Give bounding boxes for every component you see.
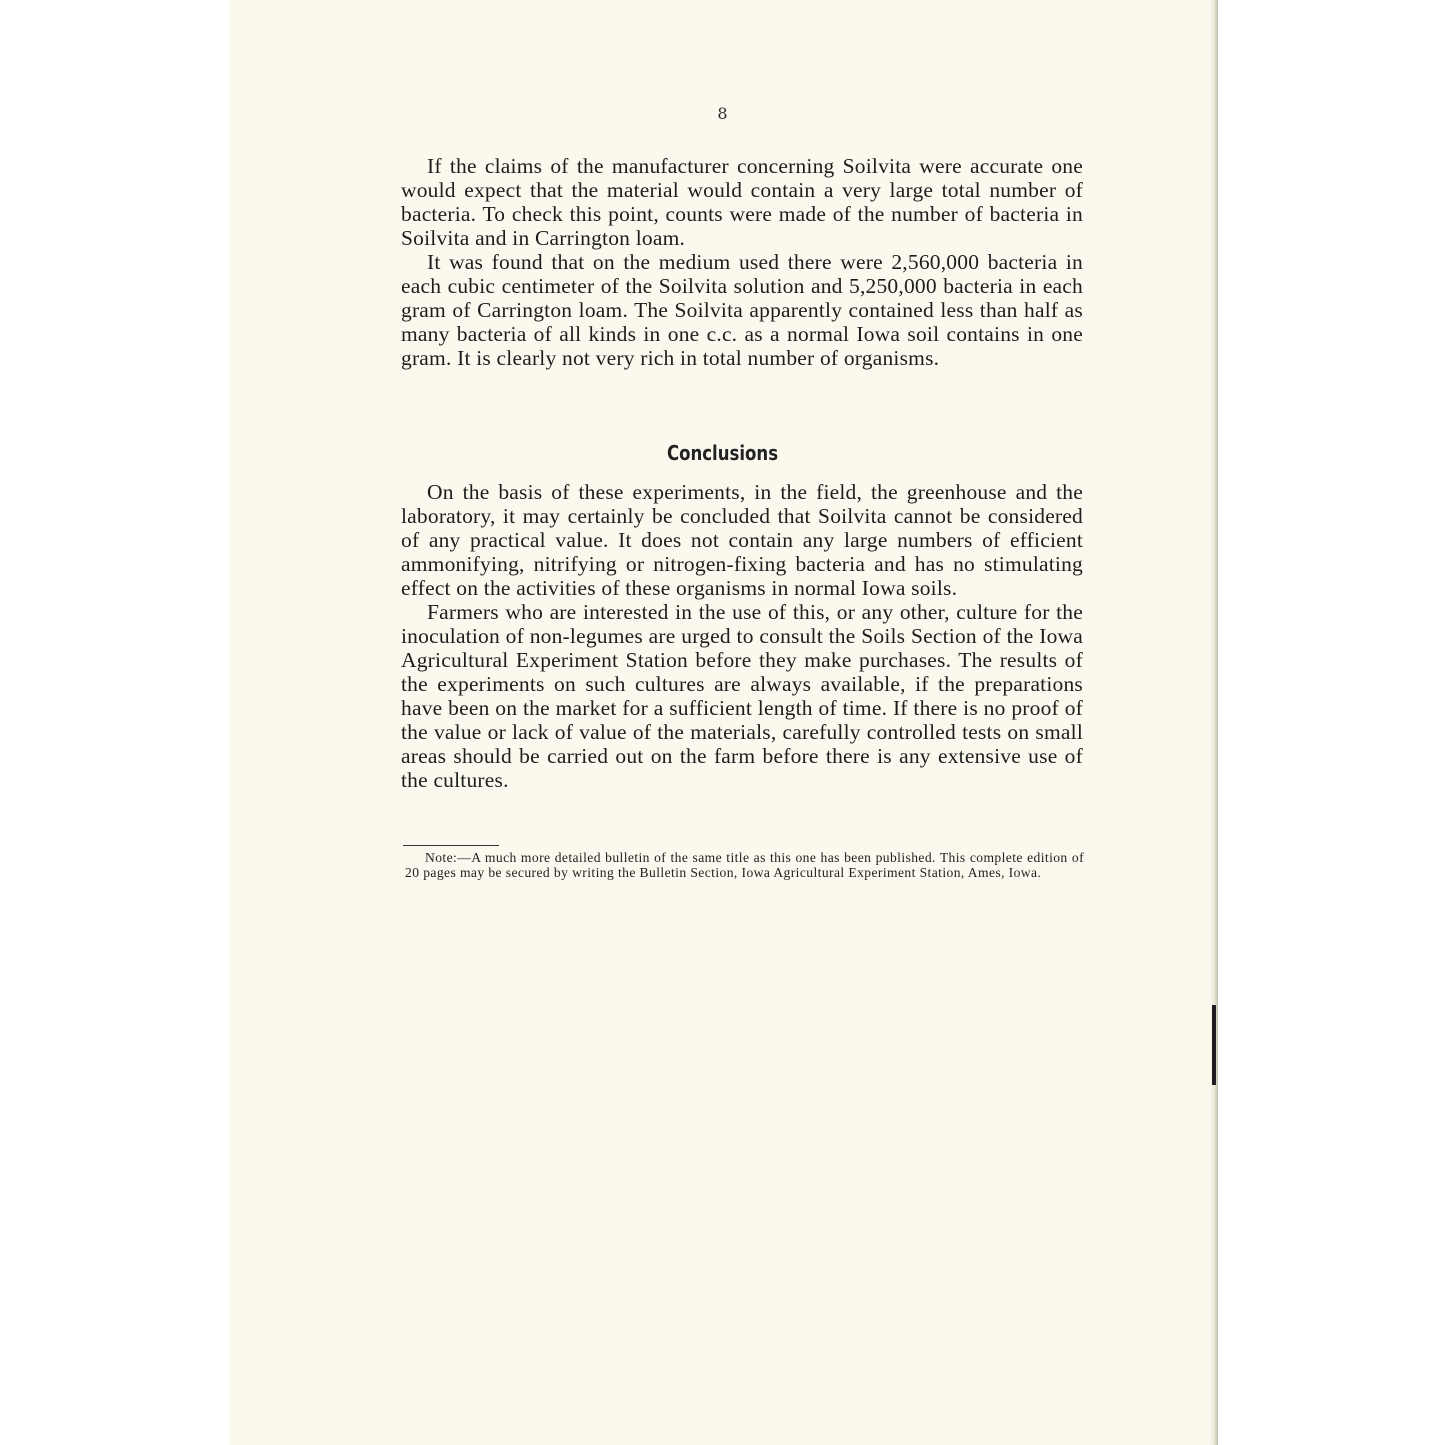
section-heading-conclusions: Conclusions [666, 441, 779, 465]
paragraph-conclusion-advice: Farmers who are interested in the use of this, or any other, culture for the inoculation of non-legumes are urged to consult the Soils Section of the Iowa Agricultural Experiment Station before they make purchases. The results of the experiments on such cultures are always available, if the preparations have been on the market for a sufficient length of time. If there is no proof of the value or lack of value of the materials, carefully controlled tests on small areas should be carried out on the farm before there is any extensive use of the cultures. [401, 600, 1083, 792]
page-number: 8 [717, 104, 728, 123]
paragraph-bacteria-counts: It was found that on the medium used there were 2,560,000 bacteria in each cubic centimeter of the Soilvita solution and 5,250,000 bacteria in each gram of Carrington loam. The Soilvita apparently contained less than half as many bacteria of all kinds in one c.c. as a normal Iowa soil contains in one gram. It is clearly not very rich in total number of organisms. [401, 250, 1083, 370]
footnote-divider [403, 845, 499, 846]
binding-edge-mark [1212, 1005, 1216, 1085]
footnote: Note:—A much more detailed bulletin of the same title as this one has been published. This complete edition of 20 pages may be secured by writing the Bulletin Section, Iowa Agricultural Experiment Station, Ames, Iowa. [405, 850, 1084, 880]
paragraph-bacteria-claims: If the claims of the manufacturer concerning Soilvita were accurate one would expect that the material would contain a very large total number of bacteria. To check this point, counts were made of the number of bacteria in Soilvita and in Carrington loam. [401, 154, 1083, 250]
intro-section [401, 154, 1083, 370]
conclusions-section [401, 480, 1083, 792]
paragraph-conclusion-value: On the basis of these experiments, in the field, the greenhouse and the laboratory, it may certainly be concluded that Soilvita cannot be considered of any practical value. It does not contain any large numbers of efficient ammonifying, nitrifying or nitrogen-fixing bacteria and has no stimulating effect on the activities of these organisms in normal Iowa soils. [401, 480, 1083, 600]
page-edge-shadow [1210, 0, 1218, 1445]
